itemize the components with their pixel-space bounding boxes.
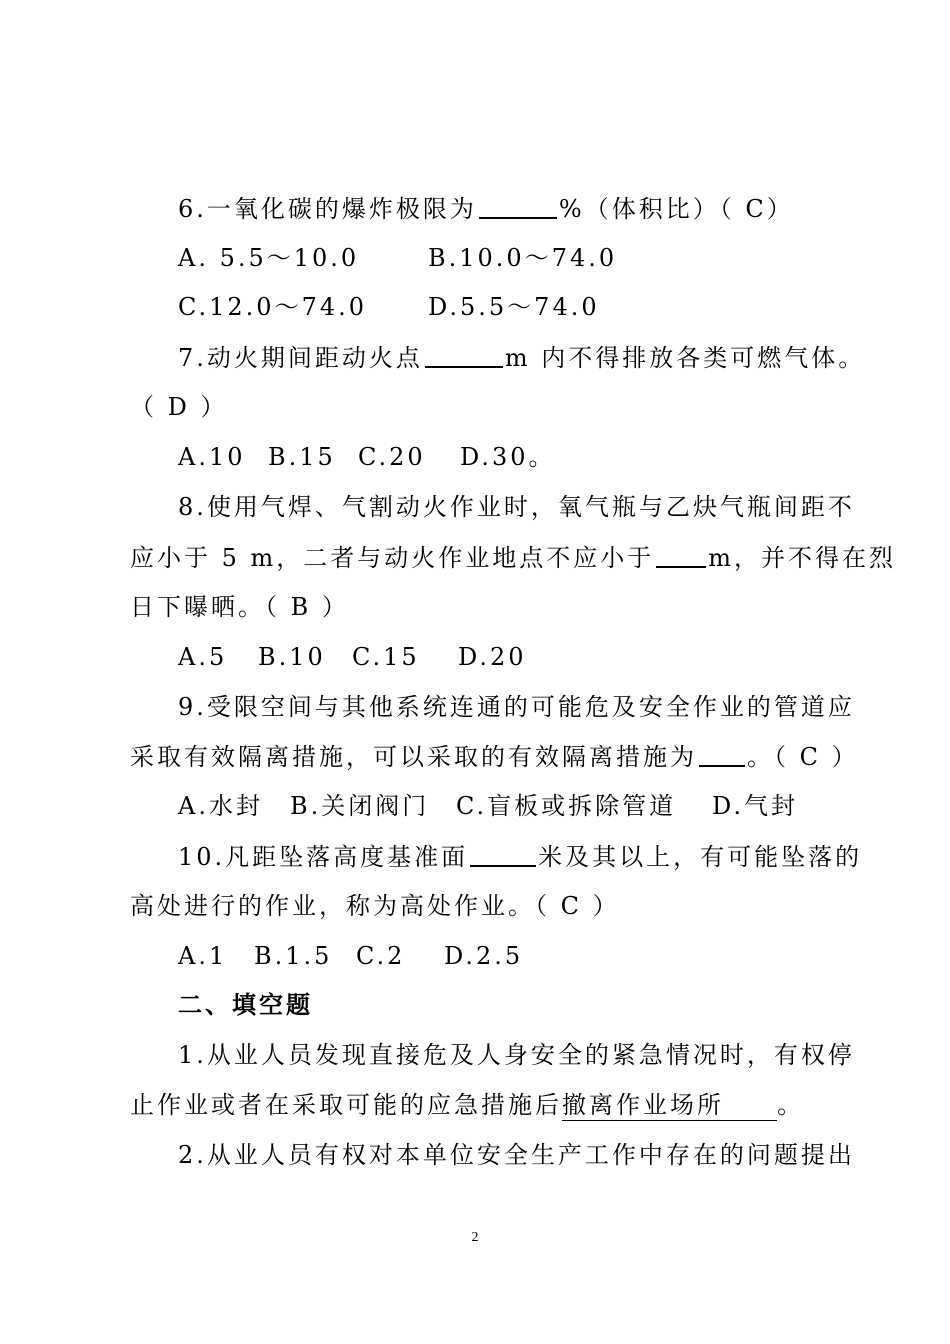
option-b: B.1.5 — [254, 942, 333, 970]
question-7: 7.动火期间距动火点 m 内不得排放各类可燃气体。 — [178, 344, 866, 372]
option-a: A. 5.5～10.0 — [178, 244, 360, 272]
question-8-options — [178, 642, 878, 672]
option-c: C.2 — [356, 942, 406, 970]
option-c: C.15 — [352, 643, 420, 671]
fill-1-line2: 止作业或者在采取可能的应急措施后撤离作业场所 。 — [130, 1091, 805, 1119]
option-d: D.气封 — [712, 792, 799, 820]
fill-1-answer: 撤离作业场所 — [562, 1091, 777, 1121]
option-a: A.1 — [178, 942, 228, 970]
option-b: B.10 — [258, 643, 326, 671]
question-7-options — [178, 442, 878, 472]
option-b: B.15 — [268, 443, 336, 471]
question-10-options — [178, 941, 878, 971]
option-d: D.20 — [458, 643, 527, 671]
question-9-line2: 采取有效隔离措施，可以采取的有效隔离措施为 。（ C ） — [130, 743, 859, 771]
fill-2-line1: 2.从业人员有权对本单位安全生产工作中存在的问题提出 — [178, 1141, 855, 1169]
question-8-line3: 日下曝晒。（ B ） — [130, 593, 349, 621]
question-10-line1: 10.凡距坠落高度基准面 米及其以上，有可能坠落的 — [178, 843, 863, 871]
question-7-answer: （ D ） — [130, 393, 228, 421]
answer-blank — [425, 342, 503, 368]
question-6-options-row2 — [178, 292, 878, 322]
page-number: 2 — [471, 1230, 479, 1245]
option-d: D.5.5～74.0 — [428, 293, 600, 321]
section-heading: 二、填空题 — [178, 991, 313, 1019]
option-a: A.水封 — [178, 792, 263, 820]
question-8-line1: 8.使用气焊、气割动火作业时，氧气瓶与乙炔气瓶间距不 — [178, 493, 855, 521]
option-b: B.10.0～74.0 — [428, 244, 618, 272]
fill-1-line1: 1.从业人员发现直接危及人身安全的紧急情况时，有权停 — [178, 1041, 855, 1069]
option-b: B.关闭阀门 — [290, 792, 430, 820]
option-c: C.12.0～74.0 — [178, 293, 368, 321]
option-d: D.30。 — [460, 443, 556, 471]
option-c: C.盲板或拆除管道 — [456, 792, 677, 820]
question-8-line2: 应小于 5 m，二者与动火作业地点不应小于 m，并不得在烈 — [130, 544, 897, 572]
question-10-line2: 高处进行的作业，称为高处作业。（ C ） — [130, 892, 620, 920]
option-a: A.10 — [178, 443, 246, 471]
answer-blank — [470, 841, 536, 867]
question-6-options-row1 — [178, 243, 878, 273]
option-a: A.5 — [178, 643, 228, 671]
option-c: C.20 — [358, 443, 426, 471]
question-9-options — [178, 791, 878, 821]
option-d: D.2.5 — [444, 942, 524, 970]
answer-blank — [699, 741, 745, 767]
answer-blank — [656, 542, 706, 568]
question-9-line1: 9.受限空间与其他系统连通的可能危及安全作业的管道应 — [178, 693, 855, 721]
question-6: 6.一氧化碳的爆炸极限为 %（体积比）（ C） — [178, 195, 794, 223]
answer-blank — [479, 193, 557, 219]
